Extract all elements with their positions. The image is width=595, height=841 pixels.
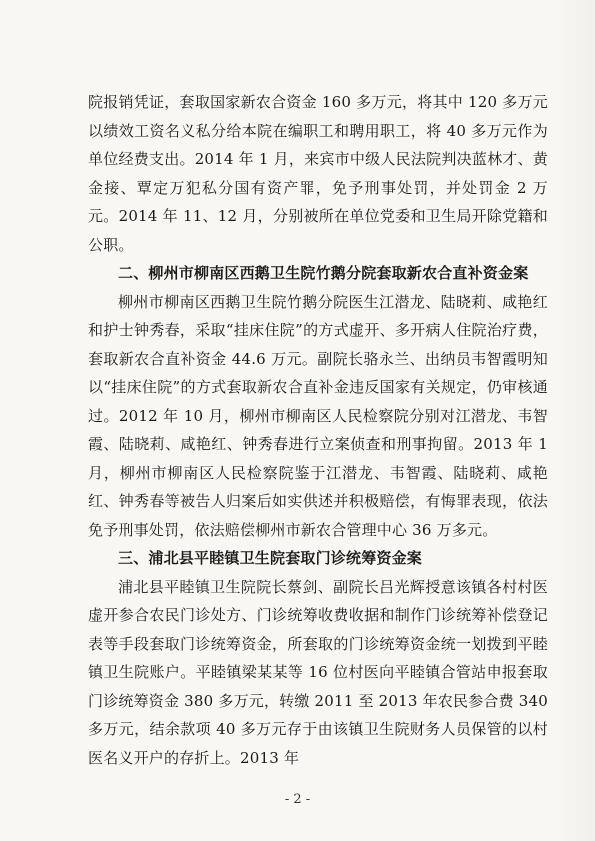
scan-shadow: [555, 0, 595, 841]
paragraph-case1-continued: 院报销凭证，套取国家新农合资金 160 多万元，将其中 120 多万元以绩效工资名义私分给本院在编职工和聘用职工，将 40 多万元作为单位经费支出。2014 年 1 月，来宾市中级人民法院判决蓝林才、黄金接、覃定万犯私分国有资产罪，免予刑事处罚，并处罚金 2 万元。2014 年 11、12 月，分别被所在单位党委和卫生局开除党籍和公职。: [88, 93, 548, 254]
page-number: - 2 -: [284, 792, 311, 807]
section-heading-case3: 三、浦北县平睦镇卫生院套取门诊统筹资金案: [118, 549, 423, 567]
paragraph-case2: 柳州市柳南区西鹅卫生院竹鹅分院医生江潜龙、陆晓莉、咸艳红和护士钟秀春，采取“挂床住院”的方式虚开、多开病人住院治疗费，套取新农合直补资金 44.6 万元。副院长骆永兰、出纳员韦智霞明知以“挂床住院”的方式套取新农合直补金违反国家有关规定，仍审核通过。2012 年 10 月，柳州市柳南区人民检察院分别对江潜龙、韦智霞、陆晓莉、咸艳红、钟秀春进行立案侦查和刑事拘留。2013 年 1 月，柳州市柳南区人民检察院鉴于江潜龙、韦智霞、陆晓莉、咸艳红、钟秀春等被告人归案后如实供述并积极赔偿，有悔罪表现，依法免予刑事处罚，依法赔偿柳州市新农合管理中心 36 万多元。: [88, 292, 548, 539]
document-body: [88, 88, 548, 772]
section-heading-case2: 二、柳州市柳南区西鹅卫生院竹鹅分院套取新农合直补资金案: [118, 264, 529, 282]
paragraph-case3: 浦北县平睦镇卫生院院长蔡剑、副院长吕光辉授意该镇各村村医虚开参合农民门诊处方、门诊统筹收费收据和制作门诊统筹补偿登记表等手段套取门诊统筹资金，所套取的门诊统筹资金统一划拨到平睦镇卫生院账户。平睦镇梁某某等 16 位村医向平睦镇合管站申报套取门诊统筹资金 380 多万元，转缴 2011 至 2013 年农民参合费 340 多万元，结余款项 40 多万元存于由该镇卫生院财务人员保管的以村医名义开户的存折上。2013 年: [88, 577, 548, 767]
